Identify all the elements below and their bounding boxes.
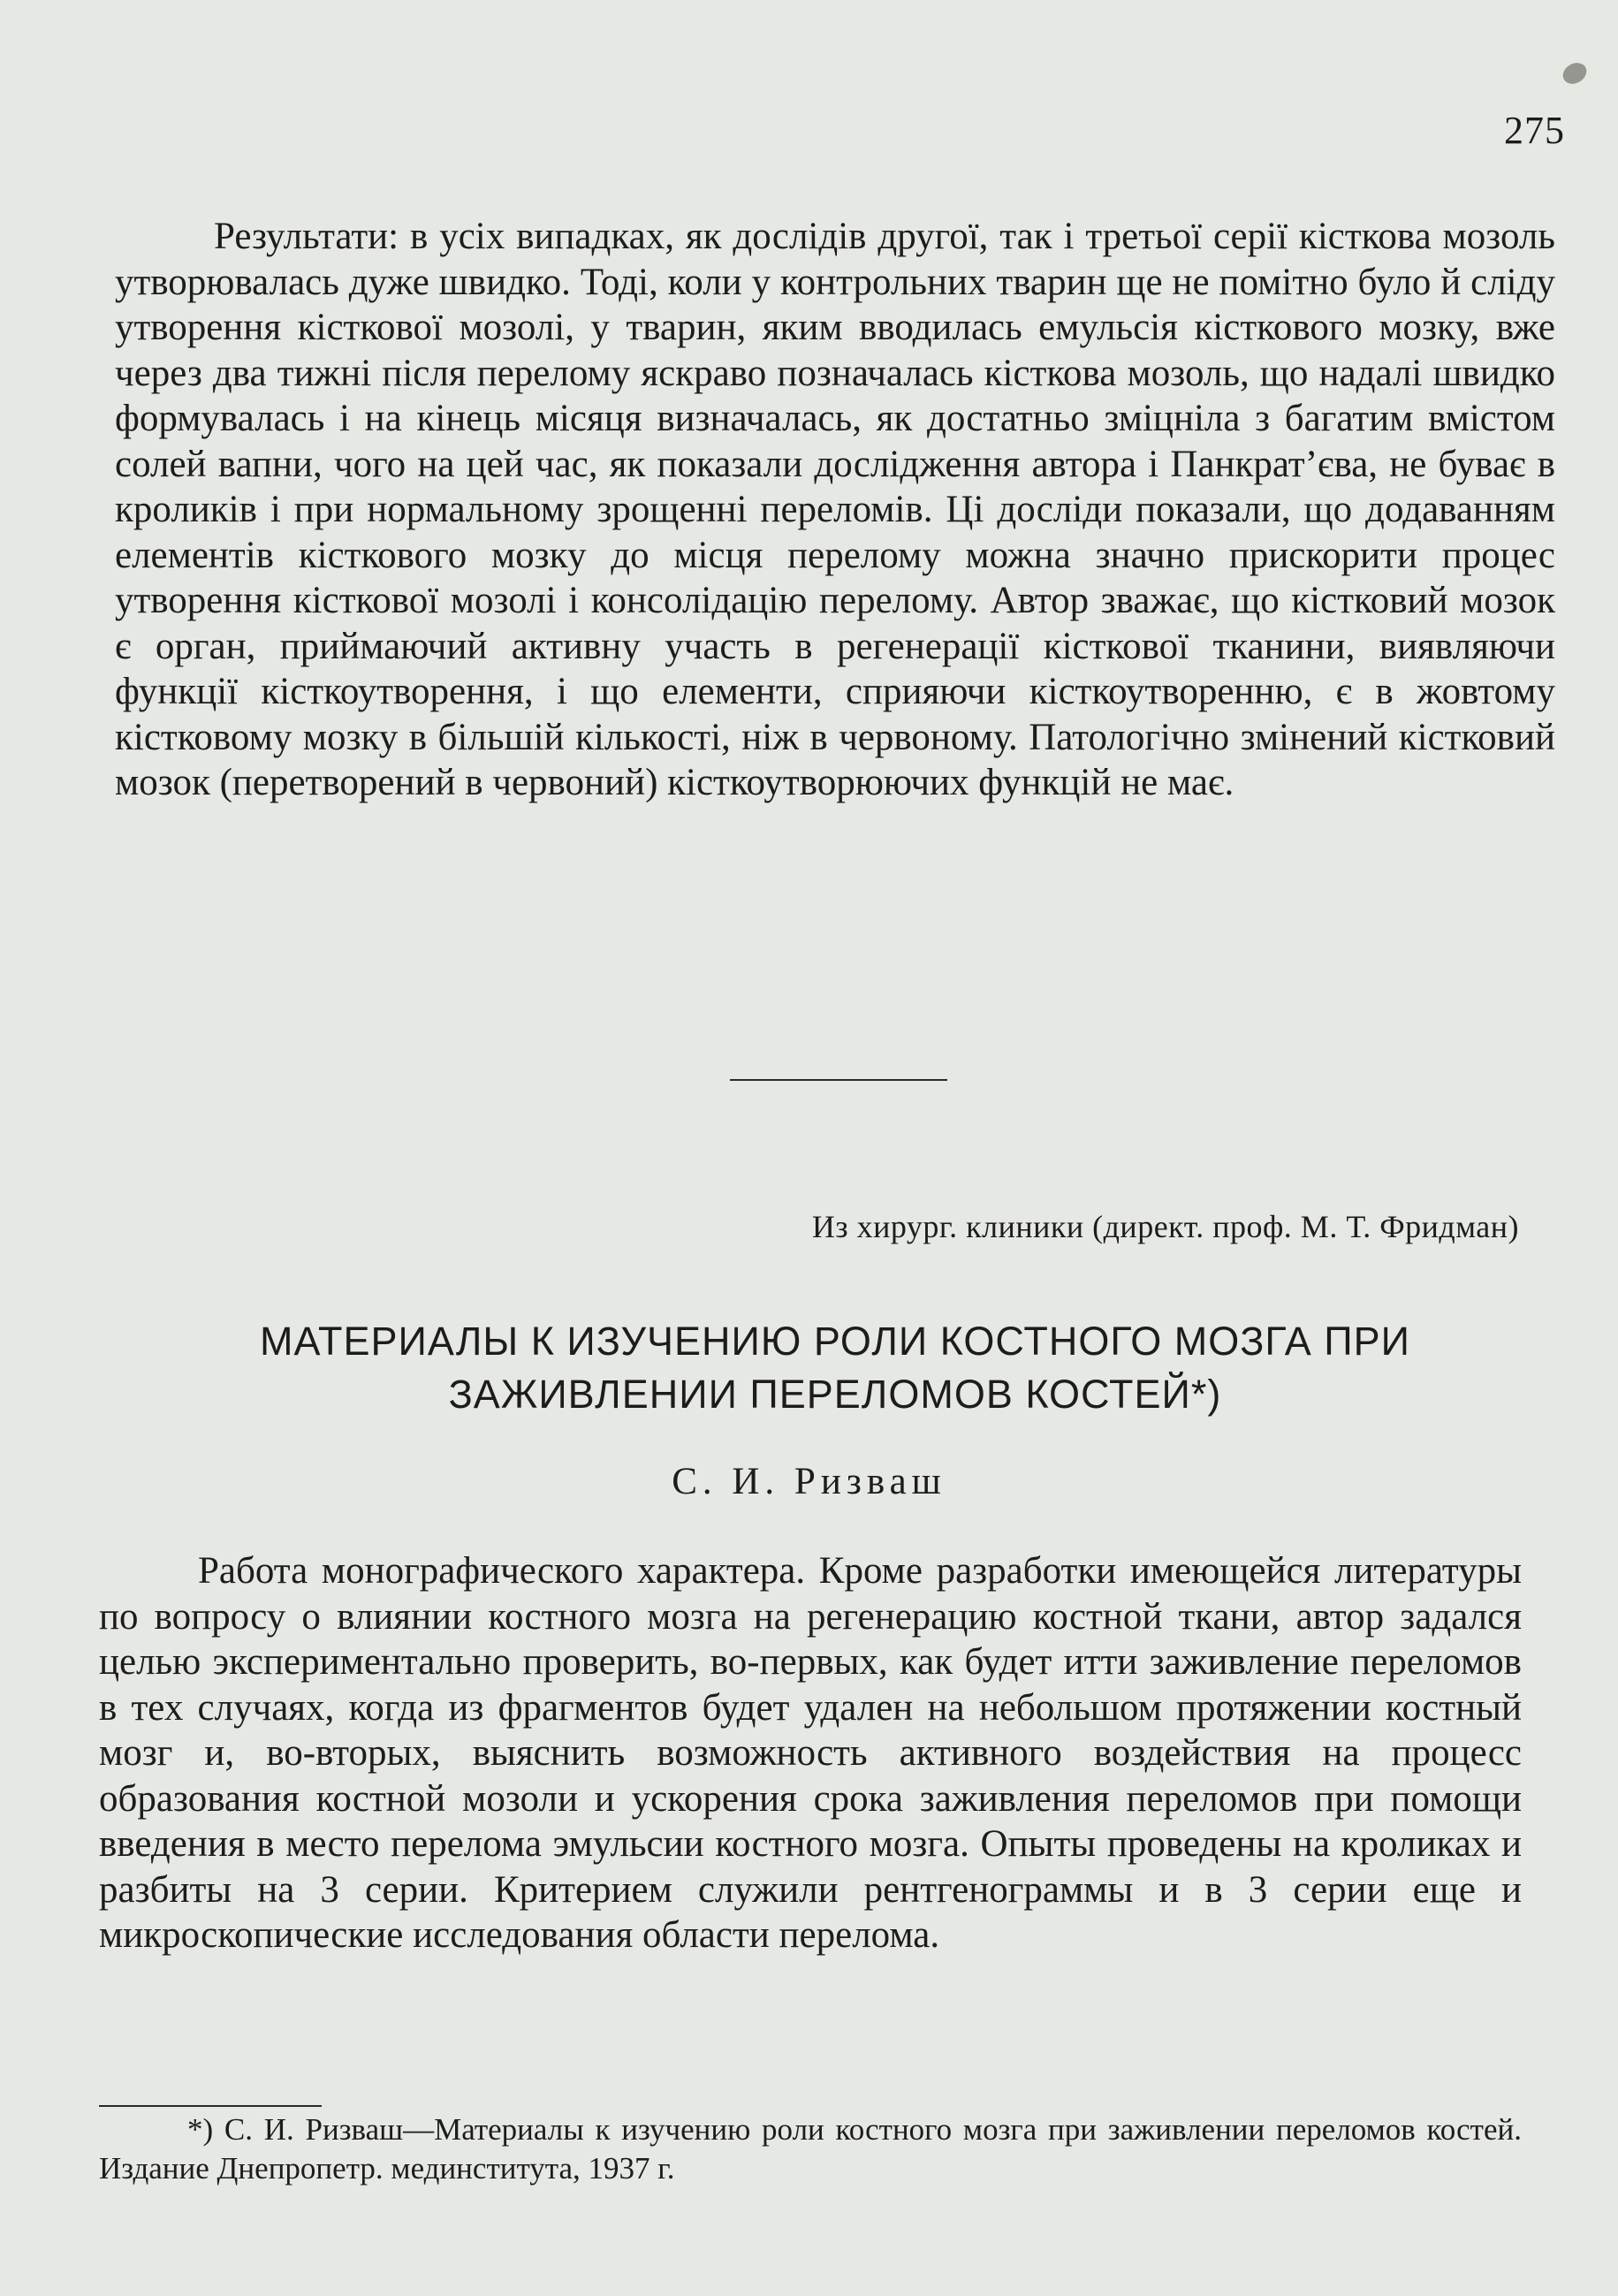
russian-paragraph: Работа монографического характера. Кроме разработки имеющейся литературы по вопросу о влиянии костного мозга на регенерацию костной ткани, автор задался целью экспериментально проверить, во-первых, как будет итти заживление переломов в тех случаях, когда из фрагментов будет удален на небольшом протяжении костный мозг и, во-вторых, выяснить возможность активного воздействия на процесс образования костной мозоли и ускорения срока заживления переломов при помощи введения в место перелома эмульсии костного мозга. Опыты проведены на кроликах и разбиты на 3 серии. Критерием служили рентгенограммы и в 3 серии еще и микроскопические исследования области перелома.: [99, 1550, 1522, 1956]
ink-smudge-mark: [1559, 58, 1590, 87]
ukrainian-paragraph: Результати: в усіх випадках, як дослідів другої, так і третьої серії кісткова мозоль утворювалась дуже швидко. Тоді, коли у контрольних тварин ще не помітно було й сліду утворення кісткової мозолі, у тварин, яким вводилась емульсія кісткового мозку, вже через два тижні після перелому яскраво позначалась кісткова мозоль, що надалі швидко формувалась і на кінець місяця визначалась, як достатньо зміцніла з багатим вмістом солей вапни, чого на цей час, як показали дослідження автора і Панкрат’єва, не буває в кроликів і при нормальному зрощенні переломів. Ці досліди показали, що додаванням елементів кісткового мозку до місця перелому можна значно прискорити процес утворення кісткової мозолі і консолідацію перелому. Автор зважає, що кістковий мозок є орган, приймаючий активну участь в регенерації кісткової тканини, виявляючи функції кісткоутворення, і що елементи, сприяючи кісткоутворенню, є в жовтому кістковому мозку в більшій кількості, ніж в червоному. Патологічно змінений кістковий мозок (перетворений в червоний) кісткоутворюючих функцій не має.: [115, 216, 1555, 803]
footnote: *) С. И. Ризваш—Материалы к изучению роли костного мозга при заживлении переломов костей. Издание Днепропетр. мединститута, 1937 г.: [99, 2112, 1522, 2186]
affiliation-line: Из хирург. клиники (директ. проф. М. Т. Фридман): [811, 1209, 1519, 1244]
section-divider: [730, 1079, 947, 1081]
article-author: С. И. Ризваш: [672, 1461, 946, 1502]
article-title: МАТЕРИАЛЫ К ИЗУЧЕНИЮ РОЛИ КОСТНОГО МОЗГА ПРИ ЗАЖИВЛЕНИИ ПЕРЕЛОМОВ КОСТЕЙ*): [259, 1319, 1411, 1417]
footnote-divider: [99, 2105, 322, 2107]
page-number: 275: [1504, 109, 1565, 152]
